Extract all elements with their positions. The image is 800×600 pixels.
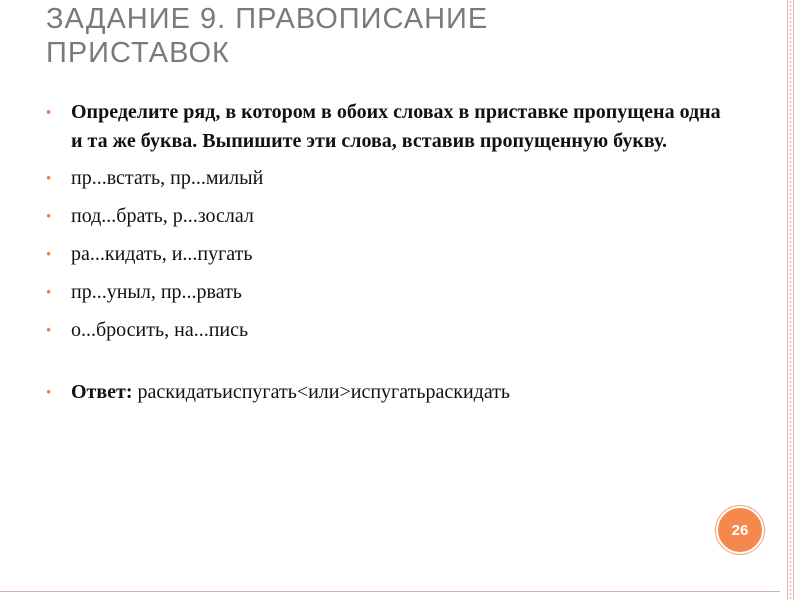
option-item <box>46 202 726 231</box>
bottom-divider <box>0 591 780 592</box>
bullet-icon: • <box>46 171 52 187</box>
instruction-text: Определите ряд, в котором в обоих словах в приставке пропущена одна и та же буква. Выпишите эти слова, вставив пропущенную букву. <box>71 101 721 152</box>
option-text: о...бросить, на...пись <box>71 319 249 341</box>
bullet-icon: • <box>46 105 52 121</box>
option-item <box>46 164 726 193</box>
title-line-1: ЗАДАНИЕ 9. ПРАВОПИСАНИЕ <box>46 3 489 35</box>
decorative-border <box>782 0 800 600</box>
option-text: под...брать, р...зослал <box>71 205 254 227</box>
option-item <box>46 240 726 269</box>
answer-label: Ответ: <box>71 381 133 403</box>
bullet-icon: • <box>46 247 52 263</box>
bullet-icon: • <box>46 385 52 401</box>
option-text: ра...кидать, и...пугать <box>71 243 253 265</box>
answer-text: раскидатьиспугать<или>испугатьраскидать <box>132 381 511 403</box>
answer-line <box>46 378 726 407</box>
option-text: пр...встать, пр...милый <box>71 167 264 189</box>
option-item <box>46 278 726 307</box>
slide-title <box>46 2 746 70</box>
bullet-icon: • <box>46 323 52 339</box>
bullet-icon: • <box>46 209 52 225</box>
title-line-2: ПРИСТАВОК <box>46 37 230 69</box>
option-item <box>46 316 726 345</box>
option-text: пр...уныл, пр...рвать <box>71 281 242 303</box>
slide-body <box>46 98 726 407</box>
page-number-badge: 26 <box>716 506 764 554</box>
bullet-icon: • <box>46 285 52 301</box>
task-instruction <box>46 98 726 156</box>
